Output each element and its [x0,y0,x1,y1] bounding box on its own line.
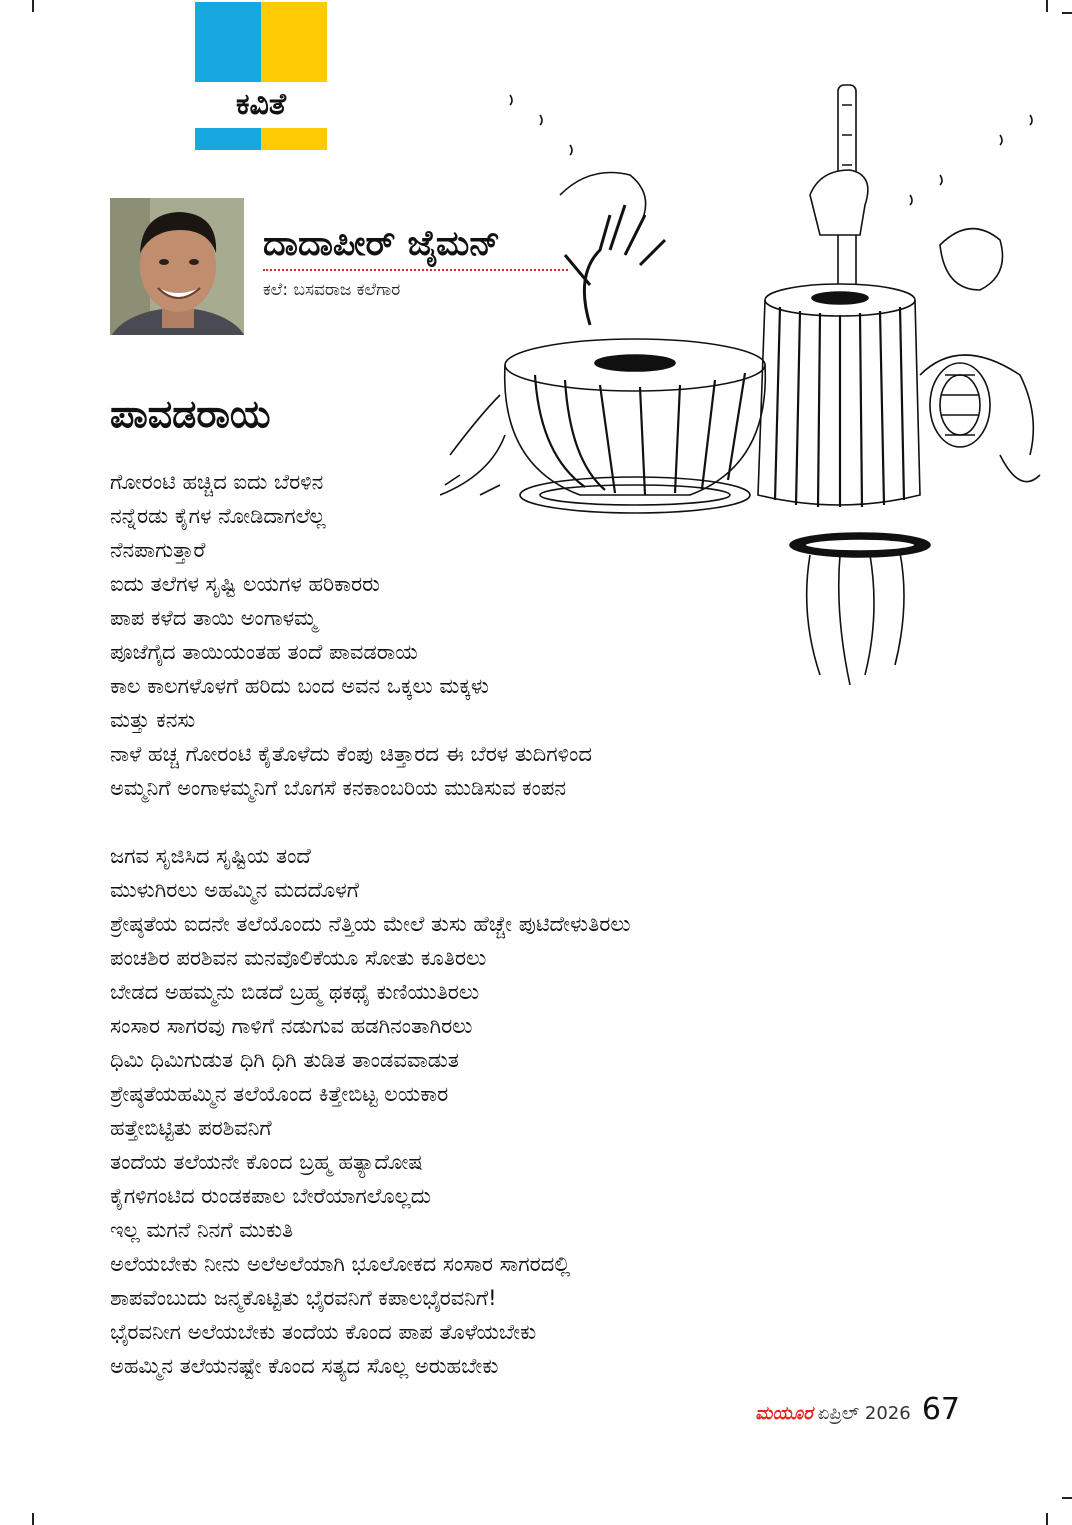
issue-date: ಏಪ್ರಿಲ್ 2026 [817,1403,911,1424]
poem-line: ಜಗವ ಸೃಜಿಸಿದ ಸೃಷ್ಟಿಯ ತಂದೆ [110,844,311,868]
poem-body [110,465,850,1383]
poem-line: ಮತ್ತು ಕನಸು [110,708,196,732]
poem-line: ಪೂಜೆಗೈದ ತಾಯಿಯಂತಹ ತಂದೆ ಪಾವಡರಾಯ [110,640,418,664]
section-badge [195,2,327,150]
poem-line: ಗೋರಂಟಿ ಹಚ್ಚಿದ ಐದು ಬೆರಳಿನ [110,470,324,494]
poem-line: ಧಿಮಿ ಧಿಮಿಗುಡುತ ಧಿಗಿ ಧಿಗಿ ತುಡಿತ ತಾಂಡವವಾಡುತ [110,1048,459,1072]
poem-line: ಕಾಲ ಕಾಲಗಳೊಳಗೆ ಹರಿದು ಬಂದ ಅವನ ಒಕ್ಕಲು ಮಕ್ಕಳು [110,674,489,698]
poem-line: ಮುಳುಗಿರಲು ಅಹಮ್ಮಿನ ಮದದೊಳಗೆ [110,878,359,902]
crop-mark [1046,0,1048,12]
poem-line: ಇಲ್ಲ ಮಗನೆ ನಿನಗೆ ಮುಕುತಿ [110,1218,294,1242]
poem-line: ನಾಳೆ ಹಚ್ಚ ಗೋರಂಟಿ ಕೈತೊಳೆದು ಕೆಂಪು ಚಿತ್ತಾರದ ಈ ಬೆರಳ ತುದಿಗಳಿಂದ [110,742,592,766]
poem-line: ಪಂಚಶಿರ ಪರಶಿವನ ಮನವೊಲಿಕೆಯೂ ಸೋತು ಕೂತಿರಲು [110,946,487,970]
crop-mark [32,0,34,12]
crop-mark [32,1513,34,1525]
magazine-brand: ಮಯೂರ [755,1403,813,1424]
poem-line: ಪಾಪ ಕಳೆದ ತಾಯಿ ಅಂಗಾಳಮ್ಮ [110,606,317,630]
poem-line: ಬೇಡದ ಅಹಮ್ಮನು ಬಿಡದೆ ಬ್ರಹ್ಮ ಥಕಥೈ ಕುಣಿಯುತಿರಲು [110,980,480,1004]
poem-line: ತಂದೆಯ ತಲೆಯನೇ ಕೊಂದ ಬ್ರಹ್ಮ ಹತ್ಯಾದೋಷ [110,1150,423,1174]
badge-blue-strip [195,128,261,150]
art-credit: ಕಲೆ: ಬಸವರಾಜ ಕಲೆಗಾರ [263,280,401,300]
poem-line: ಐದು ತಲೆಗಳ ಸೃಷ್ಟಿ ಲಯಗಳ ಹರಿಕಾರರು [110,572,380,596]
crop-mark [1046,1513,1048,1525]
poem-line: ಶ್ರೇಷ್ಠತೆಯಹಮ್ಮಿನ ತಲೆಯೊಂದ ಕಿತ್ತೇಬಿಟ್ಟ ಲಯಕಾರ [110,1082,449,1106]
poem-line: ಕೈಗಳಿಗಂಟಿದ ರುಂಡಕಪಾಲ ಬೇರೆಯಾಗಲೊಲ್ಲದು [110,1184,431,1208]
author-photo [110,198,244,335]
poem-line: ಸಂಸಾರ ಸಾಗರವು ಗಾಳಿಗೆ ನಡುಗುವ ಹಡಗಿನಂತಾಗಿರಲು [110,1014,473,1038]
badge-yellow-block [261,2,327,82]
badge-blue-block [195,2,261,82]
poem-line: ಶ್ರೇಷ್ಠತೆಯ ಐದನೇ ತಲೆಯೊಂದು ನೆತ್ತಿಯ ಮೇಲೆ ತುಸು ಹೆಚ್ಚೇ ಪುಟಿದೇಳುತಿರಲು [110,912,631,936]
page-footer [755,1392,960,1427]
poem-title: ಪಾವಡರಾಯ [110,392,271,436]
page-number: 67 [921,1392,960,1427]
crop-mark [1062,1497,1072,1499]
poem-line: ಹತ್ತೇಬಿಟ್ಟಿತು ಪರಶಿವನಿಗೆ [110,1116,272,1140]
author-name: ದಾದಾಪೀರ್ ಜೈಮನ್ [263,224,501,264]
poem-line: ಶಾಪವೆಂಬುದು ಜನ್ಮಕೊಟ್ಟಿತು ಭೈರವನಿಗೆ ಕಪಾಲಭೈರವನಿಗೆ! [110,1286,497,1310]
poem-line: ನನ್ನೆರಡು ಕೈಗಳ ನೋಡಿದಾಗಲೆಲ್ಲ [110,504,326,528]
stanza-break [110,805,850,839]
crop-mark [1062,12,1072,14]
poem-line: ಅಹಮ್ಮಿನ ತಲೆಯನಷ್ಟೇ ಕೊಂದ ಸತ್ಯದ ಸೊಲ್ಲ ಅರುಹಬೇಕು [110,1354,499,1378]
poem-line: ಅಲೆಯಬೇಕು ನೀನು ಅಲೆಅಲೆಯಾಗಿ ಭೂಲೋಕದ ಸಂಸಾರ ಸಾಗರದಲ್ಲಿ [110,1252,571,1276]
poem-line: ಭೈರವನೀಗ ಅಲೆಯಬೇಕು ತಂದೆಯ ಕೊಂದ ಪಾಪ ತೊಳೆಯಬೇಕು [110,1320,537,1344]
section-label: ಕವಿತೆ [236,87,286,122]
poem-line: ನೆನಪಾಗುತ್ತಾರೆ [110,538,206,562]
poem-line: ಅಮ್ಮನಿಗೆ ಅಂಗಾಳಮ್ಮನಿಗೆ ಬೊಗಸೆ ಕನಕಾಂಬರಿಯ ಮುಡಿಸುವ ಕಂಪನ [110,776,567,800]
badge-yellow-strip [261,128,327,150]
